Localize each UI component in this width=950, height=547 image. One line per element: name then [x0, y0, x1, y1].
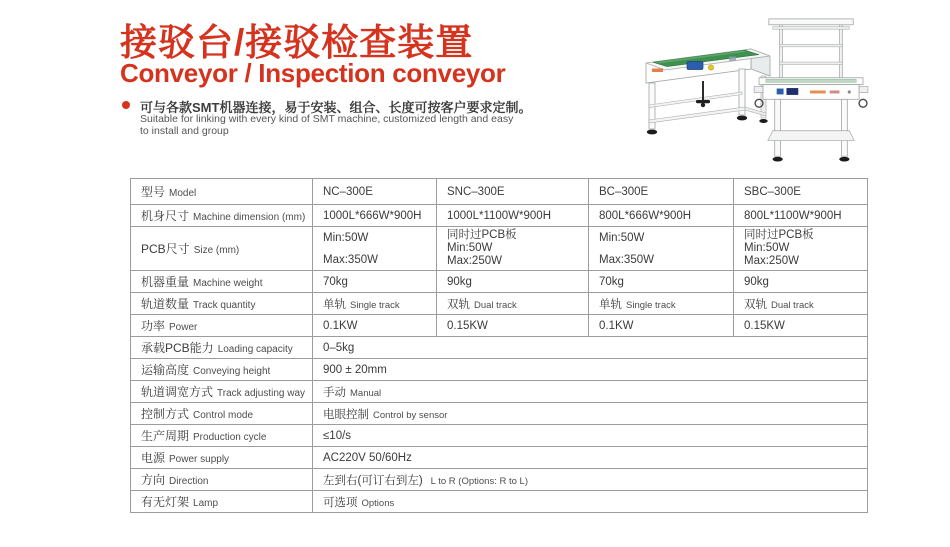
spec-cell: 0–5kg	[313, 337, 868, 359]
page-title-zh: 接驳台/接驳检查装置	[120, 22, 474, 63]
spec-cell: 左到右(可订右到左) L to R (Options: R to L)	[313, 469, 868, 491]
bullet-icon	[122, 101, 130, 109]
page-title-en: Conveyor / Inspection conveyor	[120, 58, 506, 88]
row-label-loading: 承载PCB能力 Loading capacity	[131, 337, 313, 359]
spec-cell: 1000L*1100W*900H	[437, 205, 589, 227]
spec-cell: Min:50W Max:350W	[313, 227, 437, 271]
model-name: SNC–300E	[437, 179, 589, 205]
row-label-supply: 电源 Power supply	[131, 447, 313, 469]
model-name: NC–300E	[313, 179, 437, 205]
row-label-direction: 方向 Direction	[131, 469, 313, 491]
table-row-loading	[131, 337, 868, 359]
spec-cell: 电眼控制 Control by sensor	[313, 403, 868, 425]
row-label-pcb-size: PCB尺寸 Size (mm)	[131, 227, 313, 271]
table-row-supply	[131, 447, 868, 469]
spec-cell: 70kg	[313, 271, 437, 293]
model-name: BC–300E	[589, 179, 734, 205]
row-label-model	[131, 179, 313, 205]
intro-en-line1: Suitable for linking with every kind of SMT machine, customized length and easy	[140, 113, 514, 125]
row-label-power: 功率 Power	[131, 315, 313, 337]
spec-cell: ≤10/s	[313, 425, 868, 447]
row-label-weight: 机器重量 Machine weight	[131, 271, 313, 293]
row-label-adjust: 轨道调宽方式 Track adjusting way	[131, 381, 313, 403]
spec-cell: 0.15KW	[734, 315, 868, 337]
spec-cell: 双轨 Dual track	[734, 293, 868, 315]
spec-cell: 0.1KW	[589, 315, 734, 337]
table-row-direction	[131, 469, 868, 491]
spec-cell: 同时过PCB板 Min:50W Max:250W	[437, 227, 589, 271]
spec-cell: Min:50W Max:350W	[589, 227, 734, 271]
table-row-track	[131, 293, 868, 315]
table-row-model	[131, 179, 868, 205]
table-row-pcb-size	[131, 227, 868, 271]
spec-cell: 900 ± 20mm	[313, 359, 868, 381]
spec-cell: 800L*1100W*900H	[734, 205, 868, 227]
spec-cell: 90kg	[734, 271, 868, 293]
table-row-cycle	[131, 425, 868, 447]
intro-text-en	[140, 114, 570, 137]
row-label-height: 运输高度 Conveying height	[131, 359, 313, 381]
intro-text-zh: 可与各款SMT机器连接，易于安装、组合、长度可按客户要求定制。	[140, 100, 532, 115]
spec-cell: 1000L*666W*900H	[313, 205, 437, 227]
table-row-control	[131, 403, 868, 425]
model-name: SBC–300E	[734, 179, 868, 205]
spec-cell: 90kg	[437, 271, 589, 293]
row-label-track: 轨道数量 Track quantity	[131, 293, 313, 315]
row-label-cycle: 生产周期 Production cycle	[131, 425, 313, 447]
spec-cell: 800L*666W*900H	[589, 205, 734, 227]
spec-cell: 可选项 Options	[313, 491, 868, 513]
table-row-dimension	[131, 205, 868, 227]
spec-cell: 同时过PCB板 Min:50W Max:250W	[734, 227, 868, 271]
table-row-height	[131, 359, 868, 381]
table-row-lamp	[131, 491, 868, 513]
row-label-dimension: 机身尺寸 Machine dimension (mm)	[131, 205, 313, 227]
spec-cell: 单轨 Single track	[313, 293, 437, 315]
intro-en-line2: to install and group	[140, 124, 229, 137]
spec-cell: 单轨 Single track	[589, 293, 734, 315]
row-label-zh: 型号	[141, 184, 166, 199]
spec-cell: 0.1KW	[313, 315, 437, 337]
row-label-control: 控制方式 Control mode	[131, 403, 313, 425]
spec-cell: 手动 Manual	[313, 381, 868, 403]
spec-table	[130, 178, 868, 513]
table-row-power	[131, 315, 868, 337]
inspection-conveyor-photo	[753, 13, 871, 168]
row-label-en: Model	[169, 187, 197, 199]
table-row-adjust	[131, 381, 868, 403]
spec-cell: 70kg	[589, 271, 734, 293]
table-row-weight	[131, 271, 868, 293]
spec-cell: AC220V 50/60Hz	[313, 447, 868, 469]
spec-cell: 0.15KW	[437, 315, 589, 337]
row-label-lamp: 有无灯架 Lamp	[131, 491, 313, 513]
spec-cell: 双轨 Dual track	[437, 293, 589, 315]
